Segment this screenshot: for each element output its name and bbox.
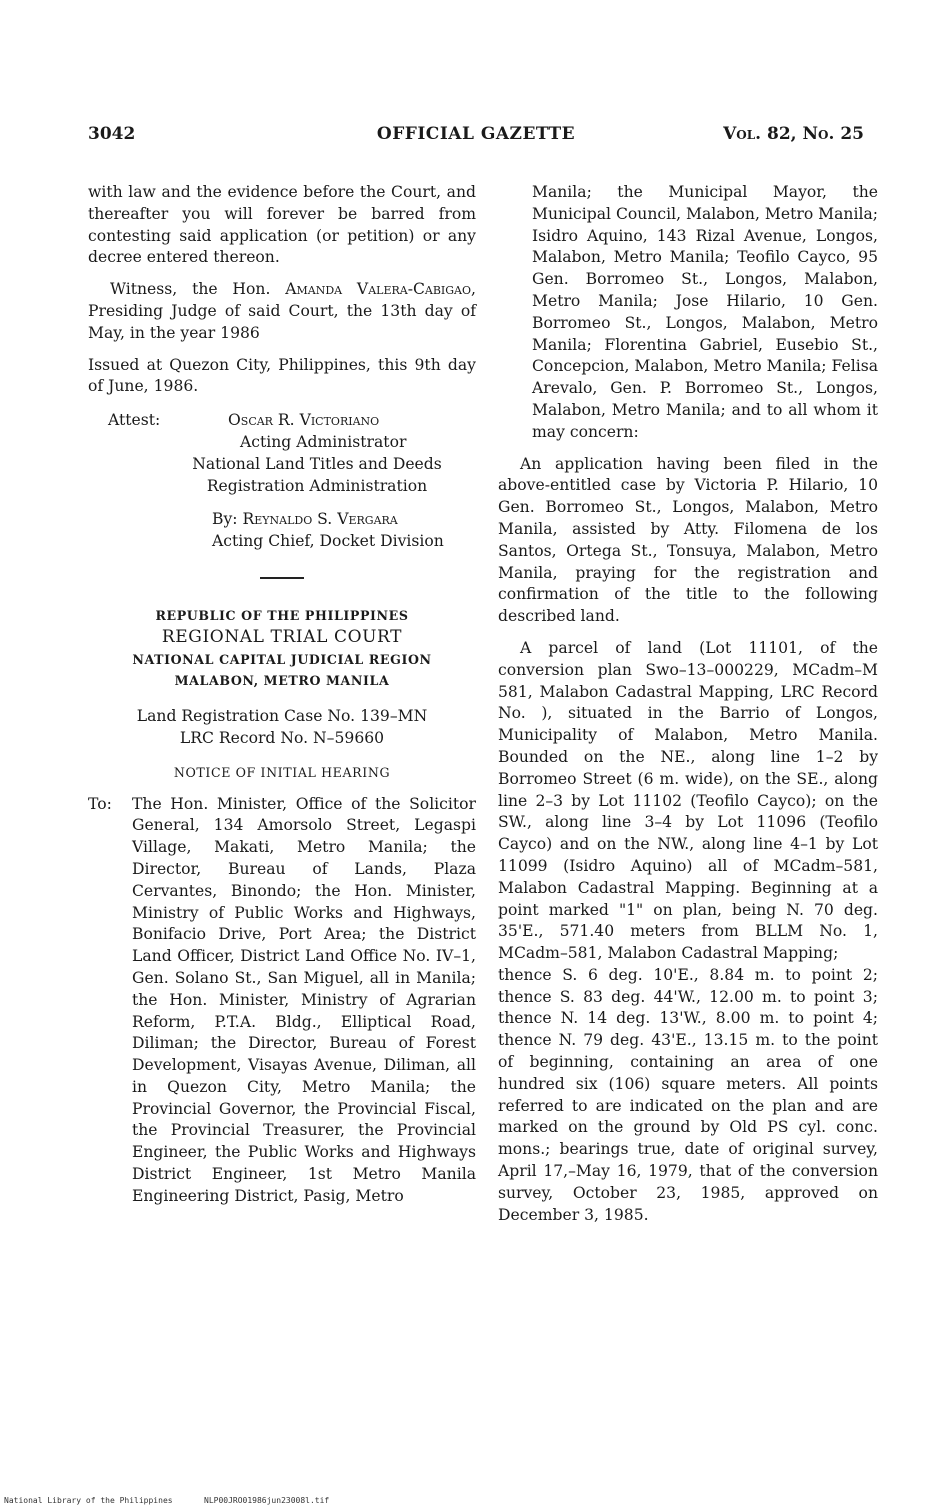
attest-name: Oscar R. Victoriano <box>228 411 380 430</box>
right-column <box>498 182 878 1226</box>
witness-suffix: , Presiding Judge of said Court, the 13th day of May, in the year 1986 <box>88 280 476 342</box>
place-heading: MALABON, METRO MANILA <box>174 673 390 689</box>
page-number: 3042 <box>88 124 136 144</box>
court-heading: REGIONAL TRIAL COURT <box>161 626 403 647</box>
signatory-title: Acting Chief, Docket Division <box>212 532 444 551</box>
attest-label: Attest: <box>108 411 161 430</box>
land-description: A parcel of land (Lot 11101, of the conversion plan Swo–13–000229, MCadm–M 581, Malabon Cadastral Mapping, LRC Record No. ), situated in the Barrio of Longos, Municipality of Malabon, Metro Manila. Bounded on the NE., along line 1–2 by Borromeo Street (6 m. wide), on the SE., along line 2–3 by Lot 11102 (Teofilo Cayco); on the SW., along line 3–4 by Lot 11096 (Teofilo Cayco) and on the NW., along line 4–1 by Lot 11099 (Isidro Aquino) all of MCadm–581, Malabon Cadastral Mapping. Beginning at a point marked "1" on plan, being N. 70 deg. 35'E., 571.40 meters from BLLM No. 1, MCadm–581, Malabon Cadastral Mapping; <box>498 638 878 963</box>
attest-office-line-1: National Land Titles and Deeds <box>192 454 442 473</box>
publication-title: OFFICIAL GAZETTE <box>376 124 576 144</box>
by-prefix: By: <box>212 510 243 529</box>
section-divider <box>260 577 304 579</box>
page-header <box>88 124 864 148</box>
notice-heading: NOTICE OF INITIAL HEARING <box>173 764 391 780</box>
volume-number: Vol. 82, No. 25 <box>723 124 864 144</box>
witness-prefix: Witness, the Hon. <box>110 280 286 299</box>
lrc-record-number: LRC Record No. N–59660 <box>179 728 385 747</box>
signatory-name: Reynaldo S. Vergara <box>242 510 398 529</box>
to-label: To: <box>88 794 112 813</box>
witness-paragraph <box>88 279 476 344</box>
technical-description: thence S. 6 deg. 10'E., 8.84 m. to point 2; thence S. 83 deg. 44'W., 12.00 m. to point 3; thence N. 14 deg. 13'W., 8.00 m. to point 4; thence N. 79 deg. 43'E., 13.15 m. to the point of beginning, containing an area of one hundred six (106) square meters. All points referred to are indicated on the plan and are marked on the ground by Old PS cyl. conc. mons.; bearings true, date of original survey, April 17,–May 16, 1979, that of the conversion survey, October 23, 1985, approved on December 3, 1985. <box>498 965 878 1224</box>
footer-filename: NLP00JRO01986jun23008l.tif <box>204 1496 330 1505</box>
footer-library: National Library of the Philippines <box>4 1496 173 1505</box>
republic-heading: REPUBLIC OF THE PHILIPPINES <box>155 607 409 623</box>
addressee-list: The Hon. Minister, Office of the Solicitor General, 134 Amorsolo Street, Legaspi Village, Makati, Metro Manila; the Director, Bureau of Lands, Plaza Cervantes, Binondo; the Hon. Minister, Ministry of Public Works and Highways, Bonifacio Drive, Port Area; the District Land Officer, District Land Office No. IV–1, Gen. Solano St., San Miguel, all in Manila; the Hon. Minister, Ministry of Agrarian Reform, P.T.A. Bldg., Elliptical Road, Diliman; the Director, Bureau of Forest Development, Visayas Avenue, Diliman, all in Quezon City, Metro Manila; the Provincial Governor, the Provincial Fiscal, the Provincial Treasurer, the Provincial Engineer, the Public Works and Highways District Engineer, 1st Metro Manila Engineering District, Pasig, Metro <box>132 794 476 1205</box>
judge-name: Amanda Valera-Cabigao <box>285 280 472 299</box>
case-number: Land Registration Case No. 139–MN <box>136 707 428 726</box>
addressees <box>88 794 476 1208</box>
case-numbers <box>88 706 476 750</box>
issued-paragraph: Issued at Quezon City, Philippines, this 9th day of June, 1986. <box>88 355 476 396</box>
paragraph-continuation: with law and the evidence before the Court, and thereafter you will forever be barred from contesting said application (or petition) or any decree entered thereon. <box>88 183 476 267</box>
left-column <box>88 182 476 1208</box>
attestation <box>88 410 476 497</box>
attest-office-line-2: Registration Administration <box>206 476 428 495</box>
addressee-list-continued: Manila; the Municipal Mayor, the Municipal Council, Malabon, Metro Manila; Isidro Aquino, 143 Rizal Avenue, Longos, Malabon, Metro Manila; Teofilo Cayco, 95 Gen. Borromeo St., Longos, Malabon, Metro Manila; Jose Hilario, 10 Gen. Borromeo St., Longos, Malabon, Metro Manila; Florentina Gabriel, Eusebio St., Concepcion, Malabon, Metro Manila; Felisa Arevalo, Gen. P. Borromeo St., Longos, Malabon, Metro Manila; and to all whom it may concern: <box>532 183 878 441</box>
application-paragraph: An application having been filed in the above-entitled case by Victoria P. Hilario, 10 Gen. Borromeo St., Longos, Malabon, Metro Manila, assisted by Atty. Filomena de los Santos, Ortega St., Tonsuya, Malabon, Metro Manila, praying for the registration and confirmation of the title to the following described land. <box>498 454 878 626</box>
region-heading: NATIONAL CAPITAL JUDICIAL REGION <box>132 651 432 667</box>
signatory <box>88 509 476 553</box>
attest-title: Acting Administrator <box>240 432 407 451</box>
